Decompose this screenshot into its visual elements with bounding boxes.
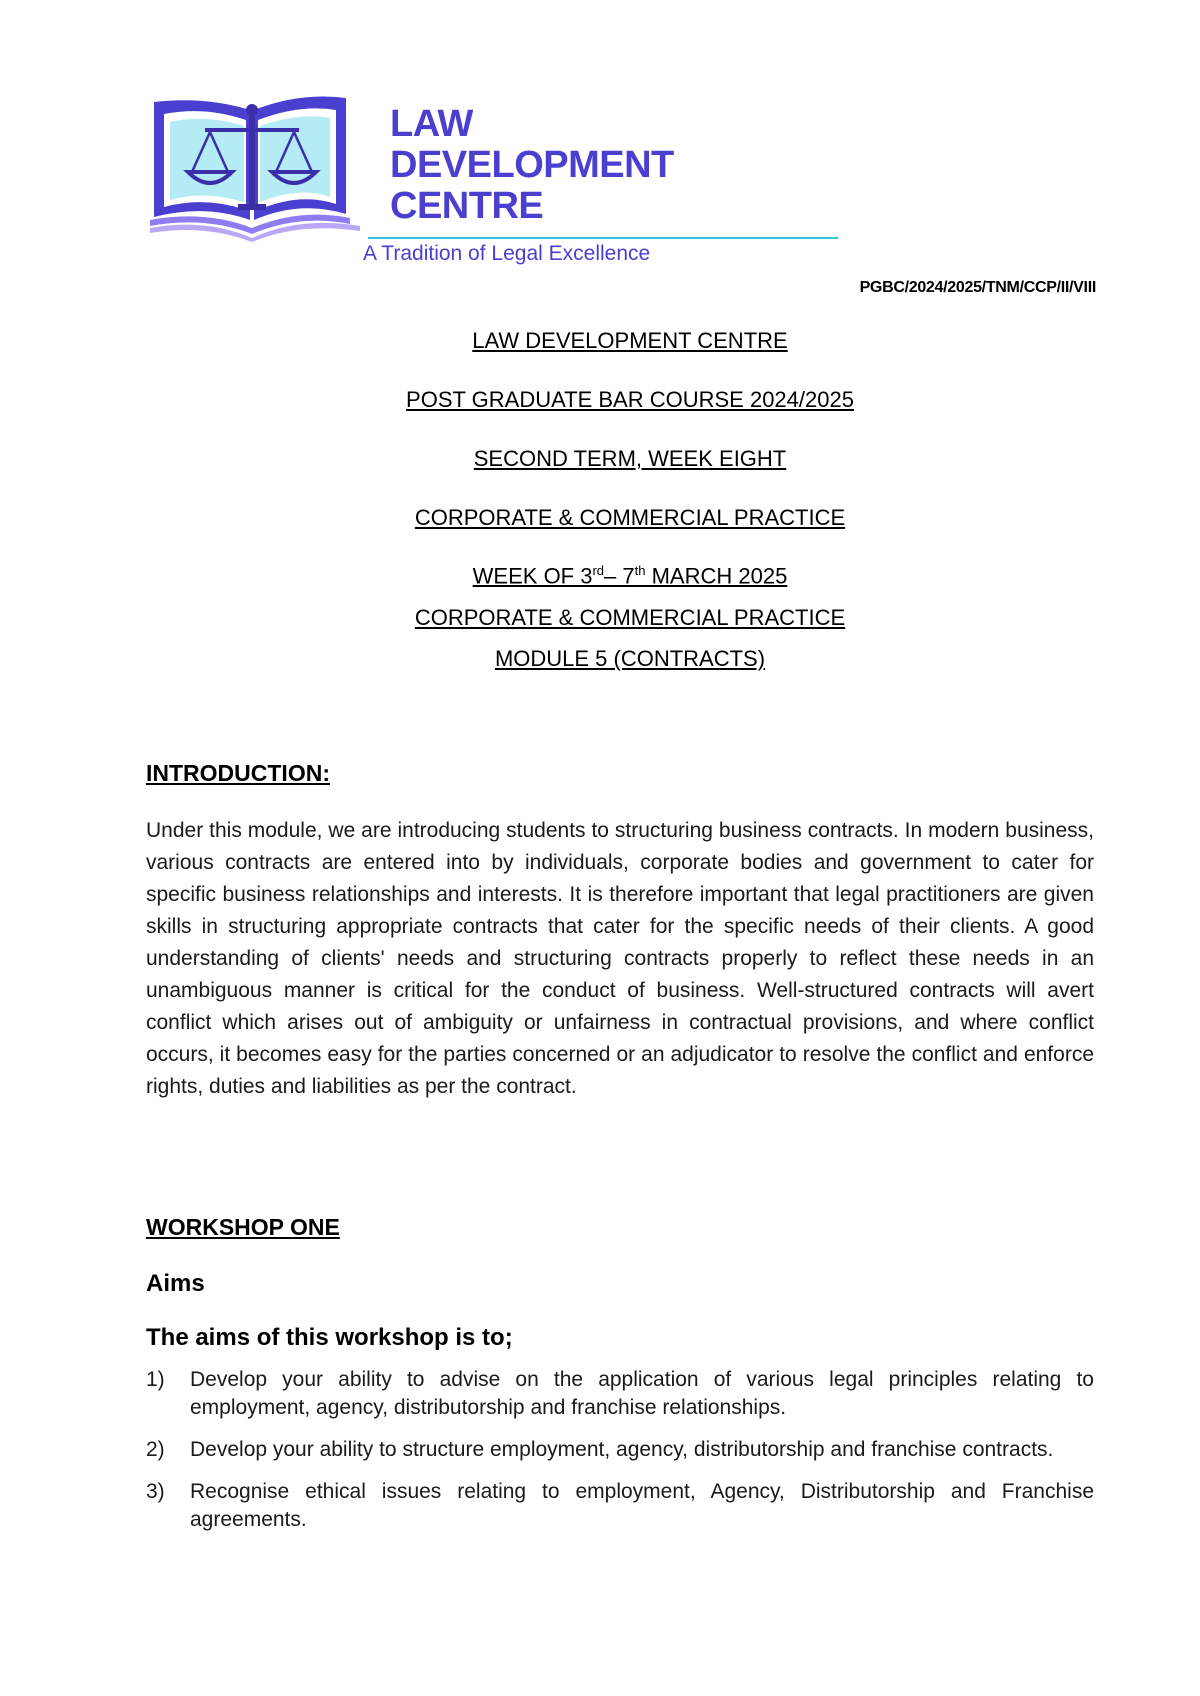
logo-line-1: LAW — [390, 103, 473, 145]
title-subject: CORPORATE & COMMERCIAL PRACTICE — [414, 505, 846, 530]
week-start-suffix: rd — [592, 563, 605, 578]
logo-line-2: DEVELOPMENT — [390, 144, 674, 186]
list-item — [146, 1478, 1094, 1534]
title-week — [0, 563, 1200, 589]
list-item-text: Develop your ability to advise on the application of various legal principles relating to employment, agency, distributorship and franchise relationships. — [190, 1368, 1094, 1419]
week-month-text: MARCH 2025 — [645, 563, 788, 589]
logo-wordmark — [390, 104, 674, 227]
logo-tagline: A Tradition of Legal Excellence — [363, 242, 651, 265]
title-module: MODULE 5 (CONTRACTS) — [494, 646, 766, 671]
title-institution: LAW DEVELOPMENT CENTRE — [472, 328, 788, 353]
list-item-text: Develop your ability to structure employment, agency, distributorship and franchise contracts. — [190, 1438, 1054, 1461]
logo-line-3: CENTRE — [390, 185, 544, 227]
aims-intro: The aims of this workshop is to; — [146, 1324, 513, 1351]
week-end-text: – 7 — [604, 563, 635, 589]
list-item-number: 3) — [146, 1480, 165, 1503]
week-start-text: WEEK OF 3 — [472, 563, 593, 589]
document-reference: PGBC/2024/2025/TNM/CCP/II/VIII — [859, 279, 1096, 296]
aims-list — [146, 1366, 1094, 1548]
list-item-text: Recognise ethical issues relating to employment, Agency, Distributorship and Franchise agreements. — [190, 1480, 1094, 1531]
list-item — [146, 1436, 1094, 1464]
introduction-paragraph: Under this module, we are introducing students to structuring business contracts. In modern business, various contracts are entered into by individuals, corporate bodies and government to cater for specific business relationships and interests. It is therefore important that legal practitioners are given skills in structuring appropriate contracts that cater for the specific needs of their clients. A good understanding of clients' needs and structuring contracts properly to reflect these needs in an unambiguous manner is critical for the conduct of business. Well-structured contracts will avert conflict which arises out of ambiguity or unfairness in contractual provisions, and where conflict occurs, it becomes easy for the parties concerned or an adjudicator to resolve the conflict and enforce rights, duties and liabilities as per the contract. — [146, 819, 1094, 1098]
introduction-heading: INTRODUCTION: — [146, 760, 330, 786]
aims-label: Aims — [146, 1270, 205, 1297]
title-subject-repeat: CORPORATE & COMMERCIAL PRACTICE — [414, 605, 846, 630]
logo-divider — [368, 237, 838, 239]
organization-logo — [150, 92, 710, 272]
title-term: SECOND TERM, WEEK EIGHT — [473, 446, 787, 471]
title-course: POST GRADUATE BAR COURSE 2024/2025 — [406, 387, 854, 412]
list-item-number: 1) — [146, 1368, 165, 1391]
workshop-heading: WORKSHOP ONE — [146, 1214, 340, 1240]
scales-of-justice-book-icon — [150, 92, 370, 242]
list-item — [146, 1366, 1094, 1422]
week-end-suffix: th — [634, 563, 646, 578]
list-item-number: 2) — [146, 1438, 165, 1461]
